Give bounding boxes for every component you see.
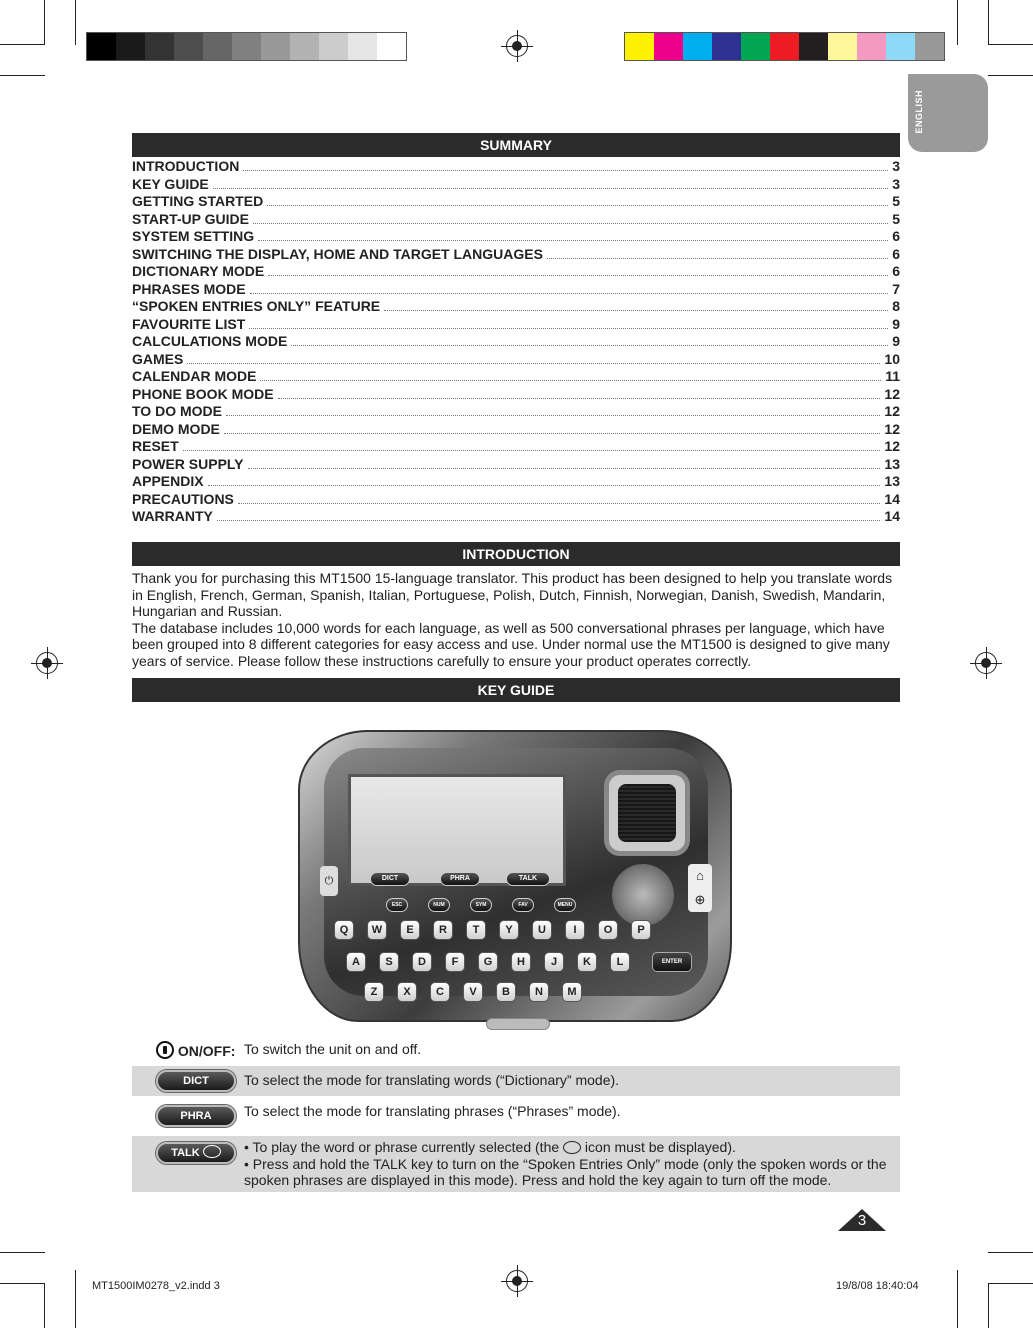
phra-description: To select the mode for translating phrases (“Phrases” mode). [244, 1103, 621, 1119]
toc-leader-dots [183, 441, 881, 451]
toc-entry [132, 298, 900, 316]
device-key-y: Y [499, 920, 519, 940]
toc-entry [132, 193, 900, 211]
toc-entry [132, 316, 900, 334]
device-stand [486, 1018, 550, 1030]
toc-entry-page: 6 [892, 228, 900, 244]
gray-swatch-strip [86, 32, 407, 61]
device-key-b: B [496, 982, 516, 1002]
device-key-k: K [577, 952, 597, 972]
crop-mark [957, 0, 958, 45]
phra-key-icon: PHRA [156, 1105, 236, 1127]
toc-entry [132, 263, 900, 281]
device-key-talk: TALK [506, 872, 550, 886]
crop-mark [75, 1270, 76, 1328]
device-key-t: T [466, 920, 486, 940]
device-key-sym: SYM [470, 898, 492, 912]
toc-entry-label: TO DO MODE [132, 403, 222, 419]
device-key-esc: ESC [386, 898, 408, 912]
toc-entry-page: 8 [892, 298, 900, 314]
crop-mark [0, 75, 45, 76]
introduction-text [132, 570, 900, 669]
translator-device-illustration [298, 730, 732, 1022]
crop-mark [988, 1283, 989, 1328]
toc-entry [132, 158, 900, 176]
toc-entry [132, 246, 900, 264]
device-key-o: O [598, 920, 618, 940]
toc-leader-dots [268, 266, 888, 276]
device-key-p: P [631, 920, 651, 940]
toc-leader-dots [213, 179, 888, 189]
toc-entry-label: GAMES [132, 350, 184, 367]
toc-entry [132, 228, 900, 246]
device-key-q: Q [334, 920, 354, 940]
toc-leader-dots [260, 371, 881, 381]
toc-entry-label: SWITCHING THE DISPLAY, HOME AND TARGET LANGUAGES [132, 245, 543, 262]
color-swatch [232, 33, 261, 60]
summary-heading: SUMMARY [132, 133, 900, 157]
dict-description: To select the mode for translating words (“Dictionary” mode). [244, 1072, 620, 1088]
toc-entry [132, 421, 900, 439]
color-swatch [915, 33, 944, 60]
color-swatch [145, 33, 174, 60]
toc-leader-dots [208, 476, 881, 486]
crop-mark [0, 44, 45, 45]
toc-entry-label: PHONE BOOK MODE [132, 385, 274, 402]
crop-mark [988, 1252, 1033, 1253]
crop-mark [957, 1270, 958, 1328]
talk-description-line: icon must be displayed). [584, 1139, 736, 1155]
device-key-dict: DICT [370, 872, 410, 886]
toc-leader-dots [267, 196, 888, 206]
talk-description-line: • To play the word or phrase currently selected (the [244, 1139, 560, 1155]
toc-entry-page: 12 [884, 420, 900, 437]
toc-entry-label: INTRODUCTION [132, 158, 240, 174]
toc-entry [132, 403, 900, 421]
device-key-m: M [562, 982, 582, 1002]
talk-key-icon: TALK [156, 1142, 236, 1164]
crop-mark [44, 1283, 45, 1328]
toc-entry-label: DICTIONARY MODE [132, 263, 265, 279]
toc-entry [132, 176, 900, 194]
toc-entry [132, 456, 900, 474]
device-key-r: R [433, 920, 453, 940]
device-key-v: V [463, 982, 483, 1002]
toc-entry [132, 351, 900, 369]
color-swatch [654, 33, 683, 60]
toc-entry-page: 10 [884, 350, 900, 367]
key-row-dict [132, 1066, 900, 1096]
device-key-i: I [565, 920, 585, 940]
toc-entry [132, 473, 900, 491]
color-swatch [319, 33, 348, 60]
toc-entry-page: 6 [892, 245, 900, 262]
globe-icon: ⊕ [694, 892, 706, 907]
device-key-e: E [400, 920, 420, 940]
color-swatch [828, 33, 857, 60]
toc-entry-label: FAVOURITE LIST [132, 315, 246, 332]
toc-leader-dots [258, 231, 888, 241]
home-icon: ⌂ [696, 868, 704, 883]
onoff-description: To switch the unit on and off. [244, 1041, 422, 1057]
crop-mark [75, 0, 76, 45]
toc-leader-dots [248, 459, 881, 469]
toc-leader-dots [291, 336, 888, 346]
toc-entry-page: 3 [892, 175, 900, 192]
introduction-paragraph: The database includes 10,000 words for each language, as well as 500 conversational phrases per language, which have been grouped into 8 different categories for easy access and use. Under normal use the MT1500 is designed to give many years of service. Please follow these instructions carefully to ensure your product operates correctly. [132, 619, 890, 669]
device-key-menu: MENU [554, 898, 576, 912]
talk-description [244, 1139, 890, 1189]
toc-entry-label: PHRASES MODE [132, 280, 246, 297]
device-key-n: N [529, 982, 549, 1002]
toc-entry-label: “SPOKEN ENTRIES ONLY” FEATURE [132, 298, 381, 314]
toc-entry [132, 281, 900, 299]
toc-entry-page: 5 [892, 210, 900, 227]
color-swatch [683, 33, 712, 60]
toc-leader-dots [226, 406, 880, 416]
key-row-onoff [132, 1034, 900, 1066]
crop-mark [988, 75, 1033, 76]
toc-entry-page: 14 [884, 508, 900, 524]
toc-leader-dots [249, 319, 888, 329]
color-swatch [377, 33, 406, 60]
key-guide-heading: KEY GUIDE [132, 678, 900, 702]
color-swatch [741, 33, 770, 60]
toc-entry [132, 386, 900, 404]
device-key-c: C [430, 982, 450, 1002]
crop-mark [988, 44, 1033, 45]
toc-entry-label: GETTING STARTED [132, 193, 264, 209]
toc-entry-page: 12 [884, 438, 900, 454]
toc-entry-page: 9 [892, 315, 900, 332]
device-key-d: D [412, 952, 432, 972]
toc-entry-label: APPENDIX [132, 473, 204, 489]
toc-entry-page: 11 [885, 368, 900, 384]
toc-entry [132, 368, 900, 386]
device-key-s: S [379, 952, 399, 972]
toc-entry [132, 211, 900, 229]
registration-mark-icon [506, 35, 528, 57]
color-swatch [261, 33, 290, 60]
toc-entry-page: 9 [892, 333, 900, 349]
color-swatch [174, 33, 203, 60]
device-key-num: NUM [428, 898, 450, 912]
registration-mark-icon [506, 1270, 528, 1292]
footer-date: 19/8/08 18:40:04 [836, 1280, 919, 1292]
toc-entry-page: 14 [884, 490, 900, 507]
introduction-paragraph: Thank you for purchasing this MT1500 15-language translator. This product has been designed to help you translate words in English, French, German, Spanish, Italian, Portuguese, Polish, Dutch, Finnish, Norwegian, Danish, Swedish, Mandarin, Hungarian and Russian. [132, 570, 893, 619]
toc-leader-dots [243, 161, 888, 171]
speaker-icon [604, 770, 690, 856]
toc-leader-dots [238, 494, 881, 504]
toc-entry-page: 13 [884, 473, 900, 489]
footer-file: MT1500IM0278_v2.indd 3 [92, 1280, 220, 1292]
color-swatch [799, 33, 828, 60]
toc-entry-label: START-UP GUIDE [132, 210, 249, 227]
device-key-w: W [367, 920, 387, 940]
toc-leader-dots [253, 214, 888, 224]
toc-entry-page: 3 [892, 158, 900, 174]
power-icon [156, 1041, 174, 1059]
key-guide-list [132, 1034, 900, 1192]
device-key-f: F [445, 952, 465, 972]
color-swatch [886, 33, 915, 60]
toc-leader-dots [250, 284, 889, 294]
dict-key-icon: DICT [156, 1070, 236, 1092]
language-tab [908, 74, 988, 152]
language-tab-label: ENGLISH [914, 90, 924, 134]
color-swatch [625, 33, 654, 60]
introduction-heading: INTRODUCTION [132, 542, 900, 566]
page-number-badge [838, 1209, 886, 1231]
device-screen [348, 774, 566, 886]
speech-bubble-icon [203, 1145, 221, 1158]
onoff-label: ON/OFF: [156, 1041, 235, 1060]
toc-entry [132, 333, 900, 351]
color-swatch [770, 33, 799, 60]
toc-entry [132, 438, 900, 456]
color-swatch-strip [624, 32, 945, 61]
color-swatch [290, 33, 319, 60]
device-power-icon: ⏻ [320, 866, 338, 896]
device-key-z: Z [364, 982, 384, 1002]
toc-entry-label: KEY GUIDE [132, 175, 209, 192]
color-swatch [203, 33, 232, 60]
toc-entry-label: CALCULATIONS MODE [132, 333, 288, 349]
device-key-u: U [532, 920, 552, 940]
toc-entry-label: WARRANTY [132, 508, 213, 524]
device-key-g: G [478, 952, 498, 972]
toc-entry-page: 6 [892, 263, 900, 279]
device-key-h: H [511, 952, 531, 972]
registration-mark-icon [36, 652, 58, 674]
color-swatch [87, 33, 116, 60]
speech-bubble-icon [563, 1141, 581, 1154]
toc-entry-page: 12 [884, 403, 900, 419]
toc-entry-label: SYSTEM SETTING [132, 228, 255, 244]
device-key-j: J [544, 952, 564, 972]
toc-entry-page: 12 [884, 385, 900, 402]
toc-entry-label: RESET [132, 438, 179, 454]
talk-description-line: • Press and hold the TALK key to turn on the “Spoken Entries Only” mode (only the spoken words or the spoken phrases are displayed in this mode). Press and hold the key again to turn off the mode. [244, 1155, 887, 1188]
color-swatch [712, 33, 741, 60]
device-key-phra: PHRA [440, 872, 480, 886]
page-number: 3 [857, 1212, 867, 1229]
toc-entry-label: POWER SUPPLY [132, 455, 244, 472]
toc-entry-page: 5 [892, 193, 900, 209]
toc-leader-dots [278, 389, 881, 399]
toc-entry-label: DEMO MODE [132, 420, 220, 437]
device-key-fav: FAV [512, 898, 534, 912]
toc-leader-dots [384, 301, 888, 311]
direction-pad-icon [612, 864, 674, 926]
table-of-contents [132, 158, 900, 526]
toc-leader-dots [187, 354, 880, 364]
toc-entry [132, 491, 900, 509]
crop-mark [988, 0, 989, 45]
registration-mark-icon [975, 652, 997, 674]
side-buttons [688, 864, 712, 912]
crop-mark [988, 1283, 1033, 1284]
toc-leader-dots [547, 249, 888, 259]
key-row-talk [132, 1136, 900, 1192]
crop-mark [0, 1252, 45, 1253]
color-swatch [116, 33, 145, 60]
device-key-enter: ENTER [652, 952, 692, 972]
toc-entry-label: PRECAUTIONS [132, 490, 234, 507]
toc-entry-label: CALENDAR MODE [132, 368, 257, 384]
toc-leader-dots [224, 424, 881, 434]
toc-leader-dots [217, 511, 881, 521]
device-key-l: L [610, 952, 630, 972]
toc-entry-page: 13 [884, 455, 900, 472]
toc-entry [132, 508, 900, 526]
key-row-phra [132, 1096, 900, 1136]
crop-mark [0, 1283, 45, 1284]
toc-entry-page: 7 [892, 280, 900, 297]
device-key-x: X [397, 982, 417, 1002]
color-swatch [857, 33, 886, 60]
color-swatch [348, 33, 377, 60]
device-key-a: A [346, 952, 366, 972]
crop-mark [44, 0, 45, 45]
